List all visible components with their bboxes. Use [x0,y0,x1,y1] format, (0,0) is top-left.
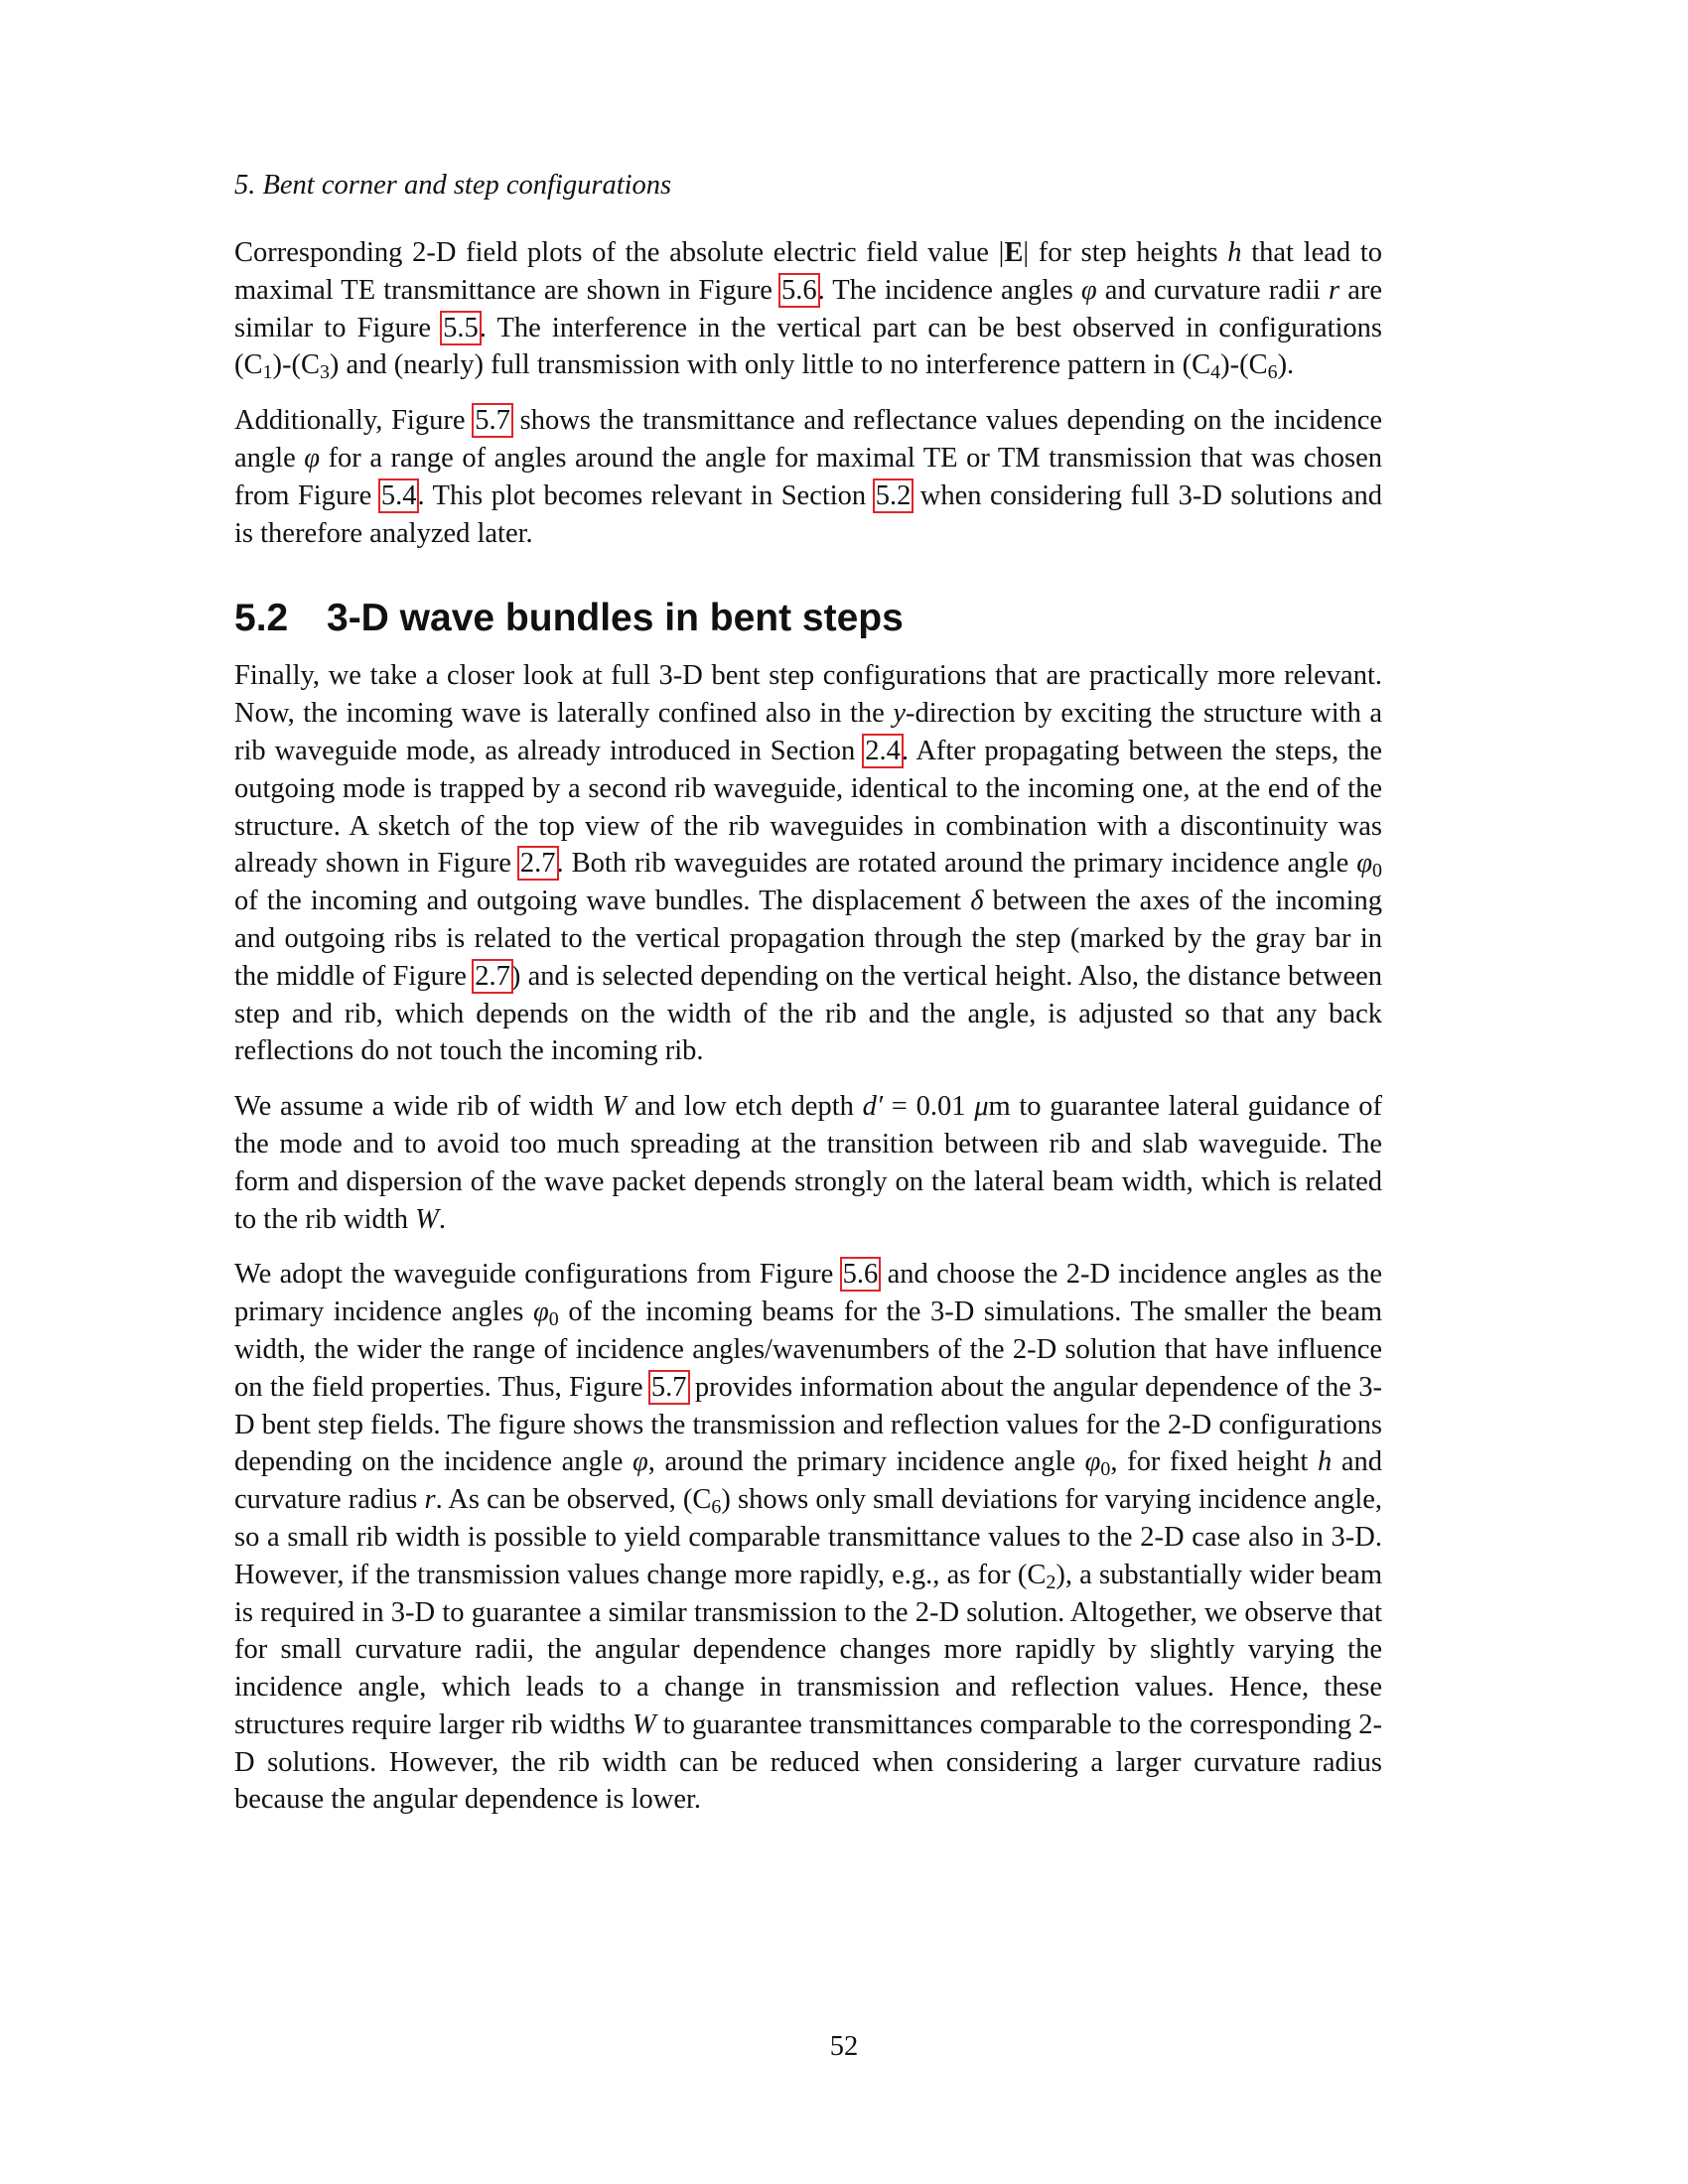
paragraph-1: Corresponding 2-D field plots of the absolute electric field value |E| for step heights h that lead to maximal TE transmittance are shown in Figure 5.6. The incidence angles φ and curvature radii r are similar to Figure 5.5. The interference in the vertical part can be best observed in configurations $(C_1)-(C_3)$ and (nearly) full transmission with only little to no interference pattern in $(C_4)-(C_6)$. [234,237,1383,384]
paragraph-2: Additionally, Figure 5.7 shows the transmittance and reflectance values depending on the incidence angle φ for a range of angles around the angle for maximal TE or TM transmission that was chosen from Figure 5.4. This plot becomes relevant in Section 5.2 when considering full 3-D solutions and is therefore analyzed later. [234,405,1382,549]
section-number: 5.2 [234,597,289,640]
figure-ref-5-6-second[interactable]: 5.6 [842,1259,879,1291]
figure-ref-5-7-second[interactable]: 5.7 [650,1371,687,1403]
figure-ref-5-4[interactable]: 5.4 [380,479,417,511]
running-head: 5. Bent corner and step configurations [234,170,672,201]
page-number: 52 [829,2031,859,2062]
paragraph-5: We adopt the waveguide configurations from Figure 5.6 and choose the 2-D incidence angles as the primary incidence angles $\varphi_0$ of the incoming beams for the 3-D simulations. The smaller the beam width, the wider the range of incidence angles/wavenumbers of the 2-D solution that have influence on the field properties. Thus, Figure 5.7 provides information about the angular dependence of the 3-D bent step fields. The figure shows the transmission and reflection values for the 2-D configurations depending on the incidence angle φ, around the primary incidence angle $\varphi_0$, for fixed height h and curvature radius r. As can be observed, $(C_6)$ shows only small deviations for varying incidence angle, so a small rib width is possible to yield comparable transmittance values to the 2-D case also in 3-D. However, if the transmission values change more rapidly, e.g., as for $(C_2)$, a substantially wider beam is required in 3-D to guarantee a similar transmission to the 2-D solution. Altogether, we observe that for small curvature radii, the angular dependence changes more rapidly by slightly varying the incidence angle, which leads to a change in transmission and reflection values. Hence, these structures require larger rib widths W to guarantee transmittances comparable to the corresponding 2-D solutions. However, the rib width can be reduced when considering a larger curvature radius because the angular dependence is lower. [234,1259,1383,1816]
paragraph-3: Finally, we take a closer look at full 3-D bent step configurations that are practically more relevant. Now, the incoming wave is laterally confined also in the y-direction by exciting the structure with a rib waveguide mode, as already introduced in Section 2.4. After propagating between the steps, the outgoing mode is trapped by a second rib waveguide, identical to the incoming one, at the end of the structure. A sketch of the top view of the rib waveguides in combination with a discontinuity was already shown in Figure 2.7. Both rib waveguides are rotated around the primary incidence angle $\varphi_0$ of the incoming and outgoing wave bundles. The displacement δ between the axes of the incoming and outgoing ribs is related to the vertical propagation through the step (marked by the gray bar in the middle of Figure 2.7) and is selected depending on the vertical height. Also, the distance between step and rib, which depends on the width of the rib and the angle, is adjusted so that any back reflections do not touch the incoming rib. [234,660,1383,1067]
section-ref-2-4[interactable]: 2.4 [865,735,901,766]
figure-ref-2-7[interactable]: 2.7 [519,848,556,880]
figure-ref-5-5[interactable]: 5.5 [443,312,479,343]
figure-ref-5-7[interactable]: 5.7 [475,405,510,437]
section-ref-5-2[interactable]: 5.2 [875,479,912,511]
section-heading [234,596,1382,641]
section-title: 3-D wave bundles in bent steps [327,597,904,640]
page-content [234,167,1382,1837]
figure-ref-5-6[interactable]: 5.6 [780,274,817,306]
figure-ref-2-7-second[interactable]: 2.7 [475,960,510,992]
paragraph-4: We assume a wide rib of width W and low etch depth d′ = 0.01 μm to guarantee lateral guidance of the mode and to avoid too much spreading at the transition between rib and slab waveguide. The form and dispersion of the wave packet depends strongly on the lateral beam width, which is related to the rib width W. [234,1091,1382,1235]
